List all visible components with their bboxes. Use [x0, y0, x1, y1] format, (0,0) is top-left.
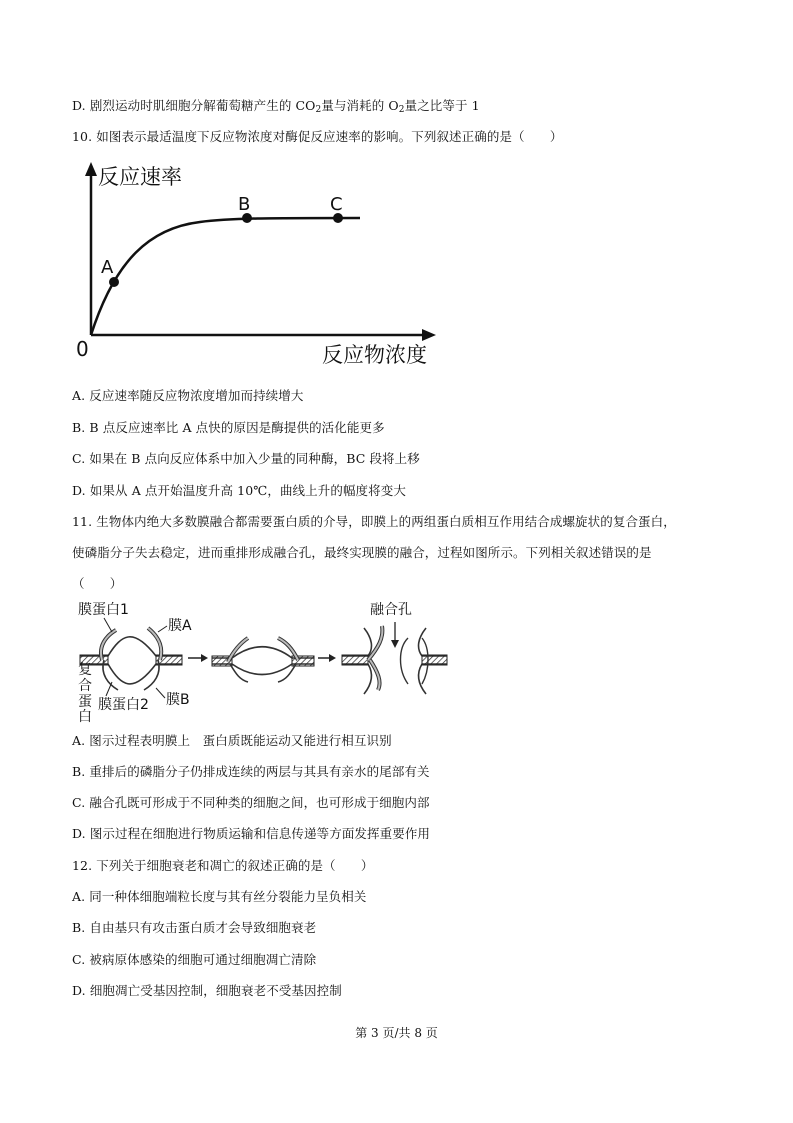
label-complex-2: 合	[78, 678, 92, 694]
q9-option-d: D. 剧烈运动时肌细胞分解葡萄糖产生的 $CO_2$量与消耗的 $O_2$量之比等于 1	[72, 98, 480, 115]
label-membrane-b: 膜B	[166, 692, 190, 708]
graph-x-arrow	[422, 329, 436, 341]
enzyme-rate-graph	[70, 160, 450, 370]
q11-option-d: D. 图示过程在细胞进行物质运输和信息传递等方面发挥重要作用	[72, 826, 431, 841]
q12-option-d: D. 细胞凋亡受基因控制，细胞衰老不受基因控制	[72, 983, 342, 998]
q10-stem: 10. 如图表示最适温度下反应物浓度对酶促反应速率的影响。下列叙述正确的是（ ）	[72, 129, 563, 144]
q11-option-a: A. 图示过程表明膜上 蛋白质既能运动又能进行相互识别	[72, 733, 392, 748]
label-protein1: 膜蛋白1	[78, 602, 129, 618]
q11-option-c: C. 融合孔既可形成于不同种类的细胞之间，也可形成于细胞内部	[72, 795, 430, 810]
label-complex-1: 复	[78, 662, 92, 678]
graph-y-arrow	[85, 162, 97, 176]
q12-option-c: C. 被病原体感染的细胞可通过细胞凋亡清除	[72, 952, 317, 967]
stage-1	[80, 628, 182, 690]
q10-option-a: A. 反应速率随反应物浓度增加而持续增大	[72, 388, 304, 403]
rate-curve	[91, 218, 360, 335]
q10-option-d: D. 如果从 A 点开始温度升高 10℃，曲线上升的幅度将变大	[72, 483, 406, 498]
label-membrane-a: 膜A	[168, 618, 192, 634]
label-fusion-pore: 融合孔	[370, 602, 412, 618]
q12-option-a: A. 同一种体细胞端粒长度与其有丝分裂能力呈负相关	[72, 889, 367, 904]
q10-option-c: C. 如果在 B 点向反应体系中加入少量的同种酶，BC 段将上移	[72, 451, 420, 466]
point-a-marker	[109, 277, 119, 287]
q11-stem-line2: 使磷脂分子失去稳定，进而重排形成融合孔，最终实现膜的融合，过程如图所示。下列相关叙述错误的是	[72, 545, 652, 560]
page-footer: 第 3 页/共 8 页	[355, 1026, 438, 1040]
q12-stem: 12. 下列关于细胞衰老和凋亡的叙述正确的是（ ）	[72, 858, 374, 873]
q12-option-b: B. 自由基只有攻击蛋白质才会导致细胞衰老	[72, 920, 317, 935]
label-protein2: 膜蛋白2	[98, 697, 149, 713]
q11-option-b: B. 重排后的磷脂分子仍排成连续的两层与其具有亲水的尾部有关	[72, 764, 430, 779]
graph-y-label: 反应速率	[98, 165, 182, 189]
label-complex-4: 白	[78, 709, 92, 723]
q11-stem-line1: 11. 生物体内绝大多数膜融合都需要蛋白质的介导，即膜上的两组蛋白质相互作用结合成螺旋状的复合蛋白，	[72, 514, 676, 529]
q10-option-b: B. B 点反应速率比 A 点快的原因是酶提供的活化能更多	[72, 420, 385, 435]
q11-stem-line3: （ ）	[72, 576, 123, 591]
graph-x-label: 反应物浓度	[322, 343, 427, 367]
stage-3	[342, 622, 447, 694]
membrane-fusion-diagram	[72, 598, 452, 723]
stage-2	[212, 638, 314, 682]
label-complex-3: 蛋	[78, 694, 92, 710]
point-c-label: C	[330, 194, 343, 215]
point-b-label: B	[238, 194, 251, 215]
graph-origin-label: 0	[76, 337, 89, 361]
point-a-label: A	[101, 257, 114, 278]
